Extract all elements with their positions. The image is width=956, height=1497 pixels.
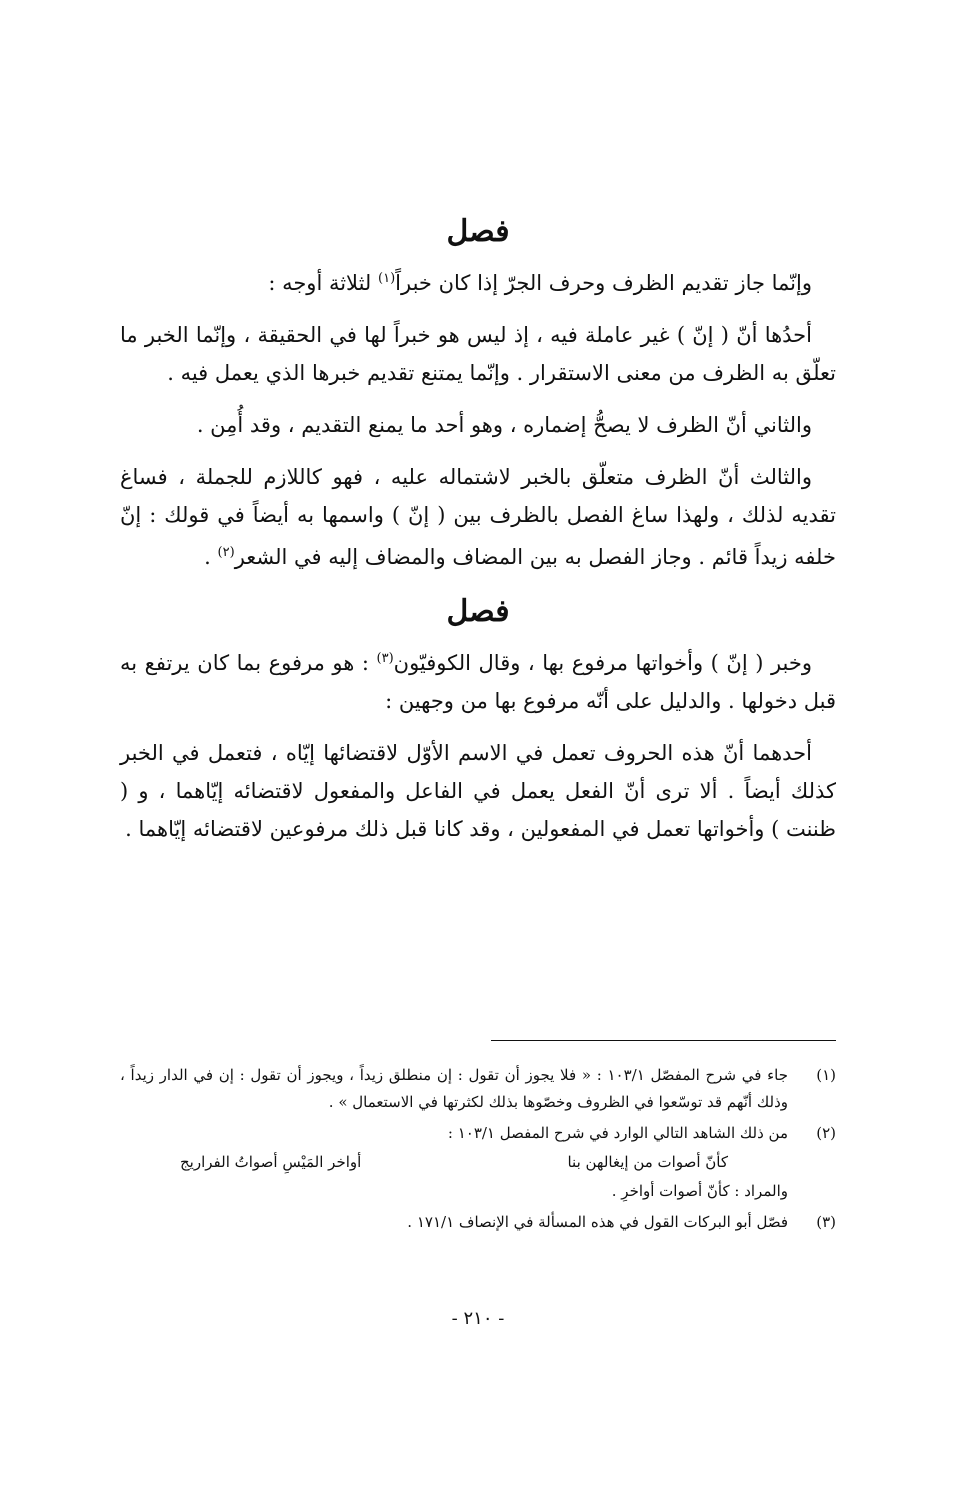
paragraph-2 bbox=[120, 316, 836, 392]
paragraph-text: : هو مرفوع بما كان يرتفع به قبل دخولها . والدليل على أنّه مرفوع بها من وجهين : bbox=[120, 651, 836, 713]
paragraph-4 bbox=[120, 458, 836, 576]
footnote-divider bbox=[491, 1040, 836, 1041]
paragraph-text: والثاني أنّ الظرف لا يصحُّ إضماره ، وهو أحد ما يمنع التقديم ، وقد أُمِن . bbox=[196, 413, 812, 437]
footnote-number: (٢) bbox=[816, 1124, 836, 1142]
page-number: - ٢١٠ - bbox=[451, 1308, 505, 1329]
verse-first-hemistich: كأنّ أصوات من إيغالهن بنا bbox=[567, 1153, 728, 1171]
verse-second-hemistich: أواخر المَيْسِ أصواتُ الفراريج bbox=[180, 1153, 362, 1171]
footnote-number: (٣) bbox=[816, 1213, 836, 1231]
footnote-number: (١) bbox=[816, 1066, 836, 1084]
section-title-1: فصل bbox=[446, 214, 510, 249]
paragraph-text: لثلاثة أوجه : bbox=[268, 271, 372, 295]
paragraph-6 bbox=[120, 734, 836, 848]
footnote-body bbox=[120, 1120, 788, 1205]
paragraph-text: وإنّما جاز تقديم الظرف وحرف الجرّ إذا كان خبراً bbox=[395, 271, 812, 295]
footnote-ref-1[interactable]: (١) bbox=[378, 271, 396, 286]
paragraph-3 bbox=[120, 406, 836, 444]
footnote-ref-2[interactable]: (٢) bbox=[217, 545, 235, 560]
footnotes bbox=[120, 1062, 836, 1240]
footnote-text: جاء في شرح المفصّل ١٠٣/١ : « فلا يجوز أن تقول : إن منطلق زيداً ، ويجوز أن تقول : إن في الدار زيداً ، وذلك أنّهم قد توسّعوا في الظروف وخصّوها بذلك لكثرتها في الاستعمال » . bbox=[120, 1066, 788, 1111]
main-body bbox=[120, 210, 836, 862]
paragraph-text: . bbox=[204, 545, 211, 569]
paragraph-5 bbox=[120, 640, 836, 720]
paragraph-text: والثالث أنّ الظرف متعلّق بالخبر لاشتماله عليه ، فهو كاللازم للجملة ، فساغ تقديه لذلك ، ولهذا ساغ الفصل بالظرف بين ( إنّ ) واسمها به أيضاً في قولك : إنّ خلفه زيداً قائم . وجاز الفصل به بين المضاف والمضاف إليه في الشعر bbox=[120, 465, 836, 569]
footnote-1 bbox=[120, 1062, 836, 1116]
footnote-extra-text: والمراد : كأنّ أصوات أواخرِ . bbox=[611, 1182, 788, 1200]
footnote-2 bbox=[120, 1120, 836, 1205]
footnote-ref-3[interactable]: (٣) bbox=[376, 651, 394, 666]
footnote-3 bbox=[120, 1209, 836, 1236]
verse-line bbox=[120, 1149, 788, 1176]
paragraph-text: أحدُها أنّ ( إنّ ) غير عاملة فيه ، إذ ليس هو خبراً لها في الحقيقة ، وإنّما الخبر ما تعلّق به الظرف من معنى الاستقرار . وإنّما يمتنع تقديم خبرها الذي يعمل فيه . bbox=[120, 323, 836, 385]
paragraph-text: أحدهما أنّ هذه الحروف تعمل في الاسم الأوّل لاقتضائها إيّاه ، فتعمل في الخبر كذلك أيضاً . ألا ترى أنّ الفعل يعمل في الفاعل والمفعول لاقتضائه إيّاهما ، و ( ظننت ) وأخواتها تعمل في المفعولين ، وقد كانا قبل ذلك مرفوعين لاقتضائه إيّاهما . bbox=[120, 741, 836, 841]
section-title-2: فصل bbox=[446, 594, 510, 629]
paragraph-1 bbox=[120, 260, 836, 302]
paragraph-text: وخبر ( إنّ ) وأخواتها مرفوع بها ، وقال الكوفيّون bbox=[393, 651, 812, 675]
footnote-text: من ذلك الشاهد التالي الوارد في شرح المفصل ١٠٣/١ : bbox=[447, 1124, 788, 1142]
footnote-text: فصّل أبو البركات القول في هذه المسألة في الإنصاف ١٧١/١ . bbox=[407, 1213, 788, 1231]
